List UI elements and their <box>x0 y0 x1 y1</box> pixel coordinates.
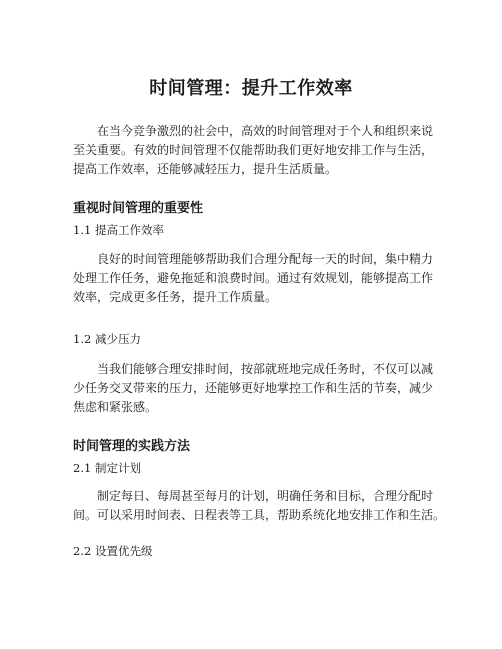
section-heading: 重视时间管理的重要性 <box>73 201 204 216</box>
paragraph-line: 焦虑和紧张感。 <box>73 400 158 414</box>
subsection-title: 2.1 制定计划 <box>73 461 141 475</box>
paragraph-line: 当我们能够合理安排时间，按部就班地完成任务时，不仅可以减 <box>97 362 434 376</box>
paragraph-line: 效率，完成更多任务，提升工作质量。 <box>73 290 278 304</box>
paragraph-line: 良好的时间管理能够帮助我们合理分配每一天的时间，集中精力 <box>97 252 434 266</box>
subsection-title: 1.1 提高工作效率 <box>73 223 164 237</box>
subsection-title: 1.2 减少压力 <box>73 332 141 346</box>
paragraph-line: 少任务交叉带来的压力，还能够更好地掌控工作和生活的节奏，减少 <box>73 381 434 395</box>
body-paragraph <box>73 487 446 525</box>
section-heading: 时间管理的实践方法 <box>73 439 191 454</box>
intro-paragraph <box>73 122 443 179</box>
paragraph-line: 在当今竞争激烈的社会中，高效的时间管理对于个人和组织来说 <box>97 124 434 138</box>
body-paragraph <box>73 360 443 417</box>
subsection-title: 2.2 设置优先级 <box>73 544 153 558</box>
paragraph-line: 间。可以采用时间表、日程表等工具，帮助系统化地安排工作和生活。 <box>73 508 446 522</box>
body-paragraph <box>73 250 443 307</box>
paragraph-line: 处理工作任务，避免拖延和浪费时间。通过有效规划，能够提高工作 <box>73 271 434 285</box>
paragraph-line: 制定每日、每周甚至每月的计划，明确任务和目标，合理分配时 <box>97 489 434 503</box>
paragraph-line: 至关重要。有效的时间管理不仅能帮助我们更好地安排工作与生活， <box>73 143 434 157</box>
document-title: 时间管理：提升工作效率 <box>149 78 353 99</box>
paragraph-line: 提高工作效率，还能够减轻压力，提升生活质量。 <box>73 162 338 176</box>
